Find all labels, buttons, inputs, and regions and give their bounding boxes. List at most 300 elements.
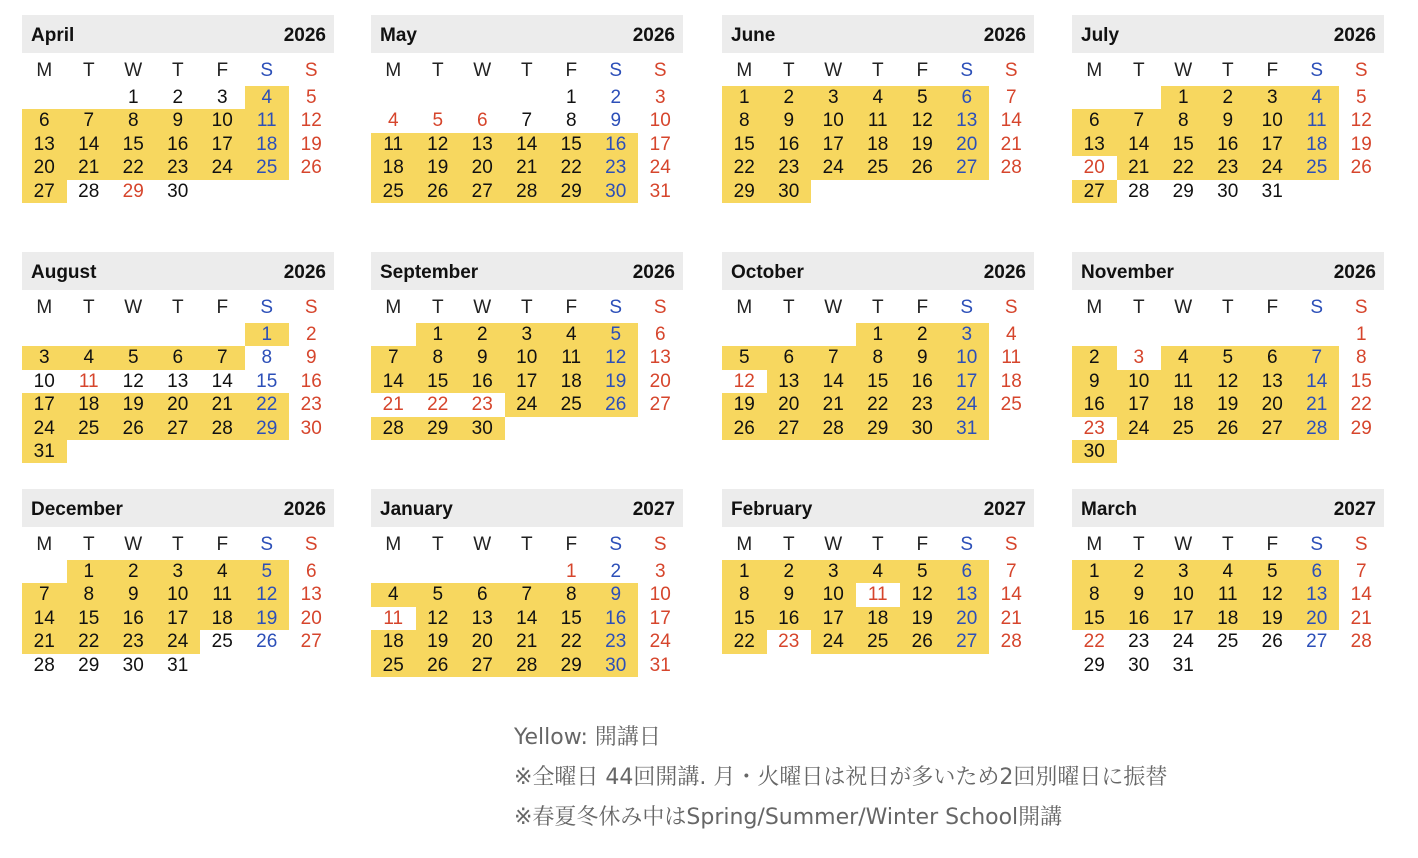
day-cell: 10 bbox=[945, 346, 990, 369]
weekday-label: T bbox=[431, 534, 444, 555]
weekday-label: M bbox=[1086, 534, 1103, 555]
day-cell: 18 bbox=[371, 630, 416, 653]
day-cell: 7 bbox=[67, 109, 112, 132]
day-cell: 26 bbox=[256, 631, 278, 653]
day-cell: 17 bbox=[945, 370, 990, 393]
day-cell: 3 bbox=[1250, 86, 1295, 109]
month-name: October bbox=[731, 262, 804, 283]
month-year: 2026 bbox=[983, 25, 1026, 46]
day-cell: 14 bbox=[1350, 584, 1372, 606]
weekday-label: S bbox=[304, 297, 318, 318]
weekday-label: F bbox=[1266, 60, 1279, 81]
weekday-header-row bbox=[722, 527, 1034, 559]
month-header bbox=[22, 15, 334, 53]
day-cell: 28 bbox=[371, 417, 416, 440]
day-cell: 13 bbox=[167, 370, 189, 392]
day-cell: 12 bbox=[1350, 110, 1372, 132]
day-cell: 25 bbox=[67, 417, 112, 440]
weekday-label: M bbox=[1086, 297, 1103, 318]
day-cell: 6 bbox=[1072, 109, 1117, 132]
weekday-label: W bbox=[124, 297, 143, 318]
month-year: 2026 bbox=[632, 25, 675, 46]
day-cell: 1 bbox=[1072, 560, 1117, 583]
day-cell: 18 bbox=[856, 607, 901, 630]
day-cell: 22 bbox=[722, 630, 767, 653]
day-cell: 30 bbox=[1217, 180, 1239, 202]
day-cell: 27 bbox=[156, 417, 201, 440]
weekday-header-row bbox=[22, 290, 334, 322]
day-cell: 2 bbox=[767, 86, 812, 109]
day-cell: 4 bbox=[856, 560, 901, 583]
day-cell: 25 bbox=[211, 631, 233, 653]
day-cell: 2 bbox=[111, 560, 156, 583]
weekday-label: T bbox=[82, 534, 95, 555]
day-cell: 27 bbox=[300, 631, 322, 653]
day-cell: 10 bbox=[505, 346, 550, 369]
day-cell: 18 bbox=[1161, 393, 1206, 416]
weekday-header-row bbox=[722, 53, 1034, 85]
day-cell: 3 bbox=[811, 86, 856, 109]
day-cell: 6 bbox=[945, 86, 990, 109]
day-cell: 3 bbox=[22, 346, 67, 369]
day-cell: 12 bbox=[900, 583, 945, 606]
weekday-label: M bbox=[385, 534, 402, 555]
day-cell: 11 bbox=[1001, 347, 1022, 369]
day-cell: 23 bbox=[594, 630, 639, 653]
day-cell: 28 bbox=[1295, 417, 1340, 440]
day-cell: 25 bbox=[1000, 394, 1022, 416]
day-cell: 24 bbox=[945, 393, 990, 416]
day-cell: 19 bbox=[416, 630, 461, 653]
month-year: 2026 bbox=[283, 25, 326, 46]
day-cell: 30 bbox=[460, 417, 505, 440]
day-cell: 21 bbox=[1295, 393, 1340, 416]
day-cell: 14 bbox=[1000, 110, 1022, 132]
weekday-label: F bbox=[916, 60, 929, 81]
day-cell: 28 bbox=[505, 654, 550, 677]
day-cell: 27 bbox=[945, 630, 990, 653]
month-days bbox=[371, 559, 683, 699]
day-cell: 23 bbox=[1128, 631, 1150, 653]
day-cell: 26 bbox=[1350, 157, 1372, 179]
day-cell: 30 bbox=[1128, 654, 1150, 676]
month-days bbox=[22, 85, 334, 225]
day-cell: 20 bbox=[460, 156, 505, 179]
day-cell: 6 bbox=[1295, 560, 1340, 583]
day-cell: 20 bbox=[767, 393, 812, 416]
day-cell: 25 bbox=[245, 156, 290, 179]
day-cell: 29 bbox=[78, 654, 100, 676]
weekday-label: T bbox=[1221, 60, 1234, 81]
day-cell: 23 bbox=[900, 393, 945, 416]
day-cell: 18 bbox=[67, 393, 112, 416]
day-cell: 24 bbox=[505, 393, 550, 416]
day-cell: 19 bbox=[1350, 133, 1372, 155]
day-cell: 8 bbox=[1161, 109, 1206, 132]
day-cell: 29 bbox=[856, 417, 901, 440]
weekday-label: F bbox=[1266, 297, 1279, 318]
day-cell: 8 bbox=[549, 583, 594, 606]
day-cell: 16 bbox=[111, 607, 156, 630]
weekday-header-row bbox=[1072, 53, 1384, 85]
day-cell: 2 bbox=[460, 323, 505, 346]
day-cell: 24 bbox=[811, 630, 856, 653]
day-cell: 13 bbox=[22, 133, 67, 156]
month-days bbox=[371, 322, 683, 462]
day-cell: 31 bbox=[1172, 654, 1194, 676]
day-cell: 28 bbox=[1000, 631, 1022, 653]
day-cell: 1 bbox=[722, 560, 767, 583]
day-cell: 16 bbox=[1206, 133, 1251, 156]
day-cell: 9 bbox=[460, 346, 505, 369]
day-cell: 20 bbox=[945, 133, 990, 156]
day-cell: 24 bbox=[200, 156, 245, 179]
day-cell: 21 bbox=[1117, 156, 1162, 179]
weekday-label: M bbox=[736, 534, 753, 555]
day-cell: 14 bbox=[1000, 584, 1022, 606]
weekday-label: S bbox=[304, 60, 318, 81]
day-cell: 26 bbox=[900, 156, 945, 179]
day-cell: 10 bbox=[649, 110, 671, 132]
weekday-header-row bbox=[1072, 290, 1384, 322]
day-cell: 31 bbox=[649, 654, 671, 676]
day-cell: 14 bbox=[811, 370, 856, 393]
weekday-label: W bbox=[824, 297, 843, 318]
day-cell: 28 bbox=[1350, 631, 1372, 653]
day-cell: 3 bbox=[505, 323, 550, 346]
day-cell: 28 bbox=[33, 654, 55, 676]
day-cell: 21 bbox=[1350, 607, 1372, 629]
day-cell: 24 bbox=[1117, 417, 1162, 440]
weekday-label: T bbox=[1132, 60, 1145, 81]
weekday-label: T bbox=[782, 297, 795, 318]
day-cell: 6 bbox=[945, 560, 990, 583]
day-cell: 5 bbox=[416, 583, 461, 606]
day-cell: 1 bbox=[416, 323, 461, 346]
day-cell: 3 bbox=[216, 87, 228, 108]
weekday-label: T bbox=[871, 534, 884, 555]
day-cell: 2 bbox=[1117, 560, 1162, 583]
weekday-label: T bbox=[1132, 297, 1145, 318]
day-cell: 11 bbox=[245, 109, 290, 132]
day-cell: 25 bbox=[856, 156, 901, 179]
day-cell: 22 bbox=[856, 393, 901, 416]
month-july bbox=[1072, 15, 1384, 225]
month-june bbox=[722, 15, 1034, 225]
day-cell: 11 bbox=[1206, 583, 1251, 606]
month-name: January bbox=[380, 499, 453, 520]
weekday-label: T bbox=[431, 297, 444, 318]
day-cell: 19 bbox=[722, 393, 767, 416]
day-cell: 28 bbox=[1128, 180, 1150, 202]
day-cell: 17 bbox=[811, 133, 856, 156]
day-cell: 20 bbox=[1250, 393, 1295, 416]
day-cell: 21 bbox=[505, 630, 550, 653]
month-name: May bbox=[380, 25, 417, 46]
month-days bbox=[371, 85, 683, 225]
weekday-label: T bbox=[1221, 297, 1234, 318]
day-cell: 16 bbox=[156, 133, 201, 156]
day-cell: 4 bbox=[1005, 324, 1017, 345]
weekday-label: F bbox=[216, 60, 229, 81]
day-cell: 16 bbox=[594, 133, 639, 156]
day-cell: 2 bbox=[172, 87, 184, 108]
day-cell: 5 bbox=[900, 560, 945, 583]
weekday-label: S bbox=[1004, 297, 1018, 318]
day-cell: 4 bbox=[387, 110, 399, 132]
weekday-header-row bbox=[22, 53, 334, 85]
day-cell: 5 bbox=[722, 346, 767, 369]
day-cell: 18 bbox=[549, 370, 594, 393]
day-cell: 15 bbox=[1161, 133, 1206, 156]
day-cell: 12 bbox=[1206, 370, 1251, 393]
day-cell: 21 bbox=[22, 630, 67, 653]
day-cell: 1 bbox=[127, 87, 139, 108]
day-cell: 19 bbox=[245, 607, 290, 630]
month-year: 2026 bbox=[1333, 25, 1376, 46]
weekday-label: M bbox=[736, 297, 753, 318]
day-cell: 25 bbox=[1295, 156, 1340, 179]
weekday-label: S bbox=[1354, 60, 1368, 81]
month-april bbox=[22, 15, 334, 225]
day-cell: 14 bbox=[371, 370, 416, 393]
month-header bbox=[22, 252, 334, 290]
month-header bbox=[22, 489, 334, 527]
month-header bbox=[722, 252, 1034, 290]
day-cell: 18 bbox=[371, 156, 416, 179]
weekday-label: T bbox=[82, 297, 95, 318]
day-cell: 28 bbox=[78, 180, 100, 202]
month-year: 2027 bbox=[632, 499, 675, 520]
day-cell: 13 bbox=[460, 607, 505, 630]
month-name: July bbox=[1081, 25, 1120, 46]
day-cell: 14 bbox=[1117, 133, 1162, 156]
day-cell: 16 bbox=[594, 607, 639, 630]
day-cell: 19 bbox=[594, 370, 639, 393]
day-cell: 4 bbox=[200, 560, 245, 583]
day-cell: 27 bbox=[22, 180, 67, 203]
day-cell: 7 bbox=[1005, 561, 1017, 582]
day-cell: 20 bbox=[649, 370, 671, 392]
day-cell: 24 bbox=[811, 156, 856, 179]
month-year: 2027 bbox=[983, 499, 1026, 520]
day-cell: 7 bbox=[505, 583, 550, 606]
day-cell: 8 bbox=[261, 347, 273, 369]
day-cell: 5 bbox=[594, 323, 639, 346]
day-cell: 7 bbox=[521, 110, 533, 132]
weekday-label: S bbox=[960, 60, 974, 81]
weekday-label: S bbox=[1310, 60, 1324, 81]
month-february bbox=[722, 489, 1034, 699]
day-cell: 25 bbox=[1161, 417, 1206, 440]
day-cell: 30 bbox=[1072, 440, 1117, 463]
day-cell: 27 bbox=[460, 180, 505, 203]
weekday-label: F bbox=[216, 534, 229, 555]
day-cell: 10 bbox=[1117, 370, 1162, 393]
weekday-header-row bbox=[371, 53, 683, 85]
weekday-label: T bbox=[520, 534, 533, 555]
day-cell: 26 bbox=[900, 630, 945, 653]
day-cell: 22 bbox=[1083, 631, 1105, 653]
day-cell: 23 bbox=[111, 630, 156, 653]
day-cell: 12 bbox=[416, 133, 461, 156]
day-cell: 13 bbox=[1295, 583, 1340, 606]
month-days bbox=[1072, 559, 1384, 699]
day-cell: 13 bbox=[649, 347, 671, 369]
day-cell: 8 bbox=[1072, 583, 1117, 606]
day-cell: 17 bbox=[1161, 607, 1206, 630]
day-cell: 6 bbox=[156, 346, 201, 369]
day-cell: 24 bbox=[22, 417, 67, 440]
day-cell: 12 bbox=[416, 607, 461, 630]
day-cell: 30 bbox=[594, 180, 639, 203]
weekday-label: T bbox=[1221, 534, 1234, 555]
day-cell: 15 bbox=[67, 607, 112, 630]
day-cell: 27 bbox=[649, 394, 671, 416]
month-header bbox=[722, 489, 1034, 527]
day-cell: 22 bbox=[1350, 394, 1372, 416]
day-cell: 2 bbox=[610, 87, 622, 108]
weekday-label: F bbox=[565, 534, 578, 555]
day-cell: 16 bbox=[767, 607, 812, 630]
day-cell: 2 bbox=[767, 560, 812, 583]
day-cell: 15 bbox=[549, 607, 594, 630]
day-cell: 21 bbox=[505, 156, 550, 179]
day-cell: 23 bbox=[471, 394, 493, 416]
weekday-label: T bbox=[871, 60, 884, 81]
weekday-label: T bbox=[520, 60, 533, 81]
day-cell: 21 bbox=[67, 156, 112, 179]
weekday-label: T bbox=[82, 60, 95, 81]
day-cell: 21 bbox=[1000, 607, 1022, 629]
weekday-label: W bbox=[473, 534, 492, 555]
day-cell: 28 bbox=[505, 180, 550, 203]
day-cell: 21 bbox=[382, 394, 404, 416]
day-cell: 9 bbox=[1072, 370, 1117, 393]
month-year: 2027 bbox=[1333, 499, 1376, 520]
day-cell: 6 bbox=[1250, 346, 1295, 369]
day-cell: 3 bbox=[654, 87, 666, 108]
month-header bbox=[1072, 15, 1384, 53]
note-legend: Yellow: 開講日 bbox=[514, 725, 661, 750]
day-cell: 29 bbox=[1083, 654, 1105, 676]
day-cell: 4 bbox=[1161, 346, 1206, 369]
day-cell: 11 bbox=[856, 109, 901, 132]
day-cell: 12 bbox=[300, 110, 322, 132]
day-cell: 7 bbox=[1005, 87, 1017, 108]
day-cell: 13 bbox=[1250, 370, 1295, 393]
day-cell: 3 bbox=[1161, 560, 1206, 583]
day-cell: 6 bbox=[22, 109, 67, 132]
weekday-label: F bbox=[565, 297, 578, 318]
day-cell: 8 bbox=[111, 109, 156, 132]
day-cell: 1 bbox=[1355, 324, 1367, 345]
day-cell: 5 bbox=[900, 86, 945, 109]
day-cell: 1 bbox=[565, 87, 577, 108]
weekday-label: F bbox=[216, 297, 229, 318]
weekday-label: S bbox=[653, 60, 667, 81]
day-cell: 15 bbox=[416, 370, 461, 393]
month-year: 2026 bbox=[283, 499, 326, 520]
weekday-header-row bbox=[371, 527, 683, 559]
day-cell: 26 bbox=[722, 417, 767, 440]
month-days bbox=[1072, 322, 1384, 462]
day-cell: 17 bbox=[22, 393, 67, 416]
day-cell: 17 bbox=[1250, 133, 1295, 156]
day-cell: 1 bbox=[67, 560, 112, 583]
day-cell: 25 bbox=[371, 654, 416, 677]
month-october bbox=[722, 252, 1034, 462]
day-cell: 6 bbox=[305, 561, 317, 582]
day-cell: 10 bbox=[156, 583, 201, 606]
day-cell: 31 bbox=[945, 417, 990, 440]
day-cell: 9 bbox=[767, 109, 812, 132]
day-cell: 14 bbox=[1295, 370, 1340, 393]
day-cell: 5 bbox=[111, 346, 156, 369]
day-cell: 8 bbox=[722, 109, 767, 132]
weekday-label: T bbox=[782, 534, 795, 555]
day-cell: 17 bbox=[649, 607, 671, 629]
day-cell: 9 bbox=[1206, 109, 1251, 132]
day-cell: 24 bbox=[1250, 156, 1295, 179]
day-cell: 30 bbox=[122, 654, 144, 676]
day-cell: 11 bbox=[200, 583, 245, 606]
month-header bbox=[722, 15, 1034, 53]
day-cell: 25 bbox=[1217, 631, 1239, 653]
day-cell: 22 bbox=[427, 394, 449, 416]
day-cell: 31 bbox=[1261, 180, 1283, 202]
day-cell: 20 bbox=[1295, 607, 1340, 630]
day-cell: 30 bbox=[900, 417, 945, 440]
month-name: June bbox=[731, 25, 776, 46]
day-cell: 16 bbox=[300, 370, 322, 392]
weekday-label: T bbox=[1132, 534, 1145, 555]
day-cell: 5 bbox=[432, 110, 444, 132]
day-cell: 7 bbox=[811, 346, 856, 369]
weekday-label: M bbox=[385, 297, 402, 318]
day-cell: 30 bbox=[300, 417, 322, 439]
day-cell: 12 bbox=[594, 346, 639, 369]
weekday-label: S bbox=[609, 60, 623, 81]
day-cell: 11 bbox=[549, 346, 594, 369]
day-cell: 18 bbox=[1000, 370, 1022, 392]
day-cell: 21 bbox=[200, 393, 245, 416]
weekday-label: S bbox=[1310, 297, 1324, 318]
day-cell: 21 bbox=[1000, 133, 1022, 155]
day-cell: 1 bbox=[565, 561, 577, 582]
month-name: November bbox=[1081, 262, 1174, 283]
weekday-label: T bbox=[431, 60, 444, 81]
day-cell: 10 bbox=[33, 370, 55, 392]
weekday-header-row bbox=[371, 290, 683, 322]
day-cell: 5 bbox=[245, 560, 290, 583]
day-cell: 8 bbox=[1355, 347, 1367, 369]
day-cell: 6 bbox=[767, 346, 812, 369]
day-cell: 1 bbox=[245, 323, 290, 346]
day-cell: 15 bbox=[722, 607, 767, 630]
day-cell: 10 bbox=[200, 109, 245, 132]
day-cell: 21 bbox=[811, 393, 856, 416]
day-cell: 22 bbox=[722, 156, 767, 179]
day-cell: 24 bbox=[649, 157, 671, 179]
month-days bbox=[22, 559, 334, 699]
day-cell: 27 bbox=[767, 417, 812, 440]
weekday-label: S bbox=[1004, 534, 1018, 555]
weekday-label: W bbox=[824, 60, 843, 81]
month-days bbox=[722, 559, 1034, 699]
month-year: 2026 bbox=[283, 262, 326, 283]
day-cell: 28 bbox=[1000, 157, 1022, 179]
